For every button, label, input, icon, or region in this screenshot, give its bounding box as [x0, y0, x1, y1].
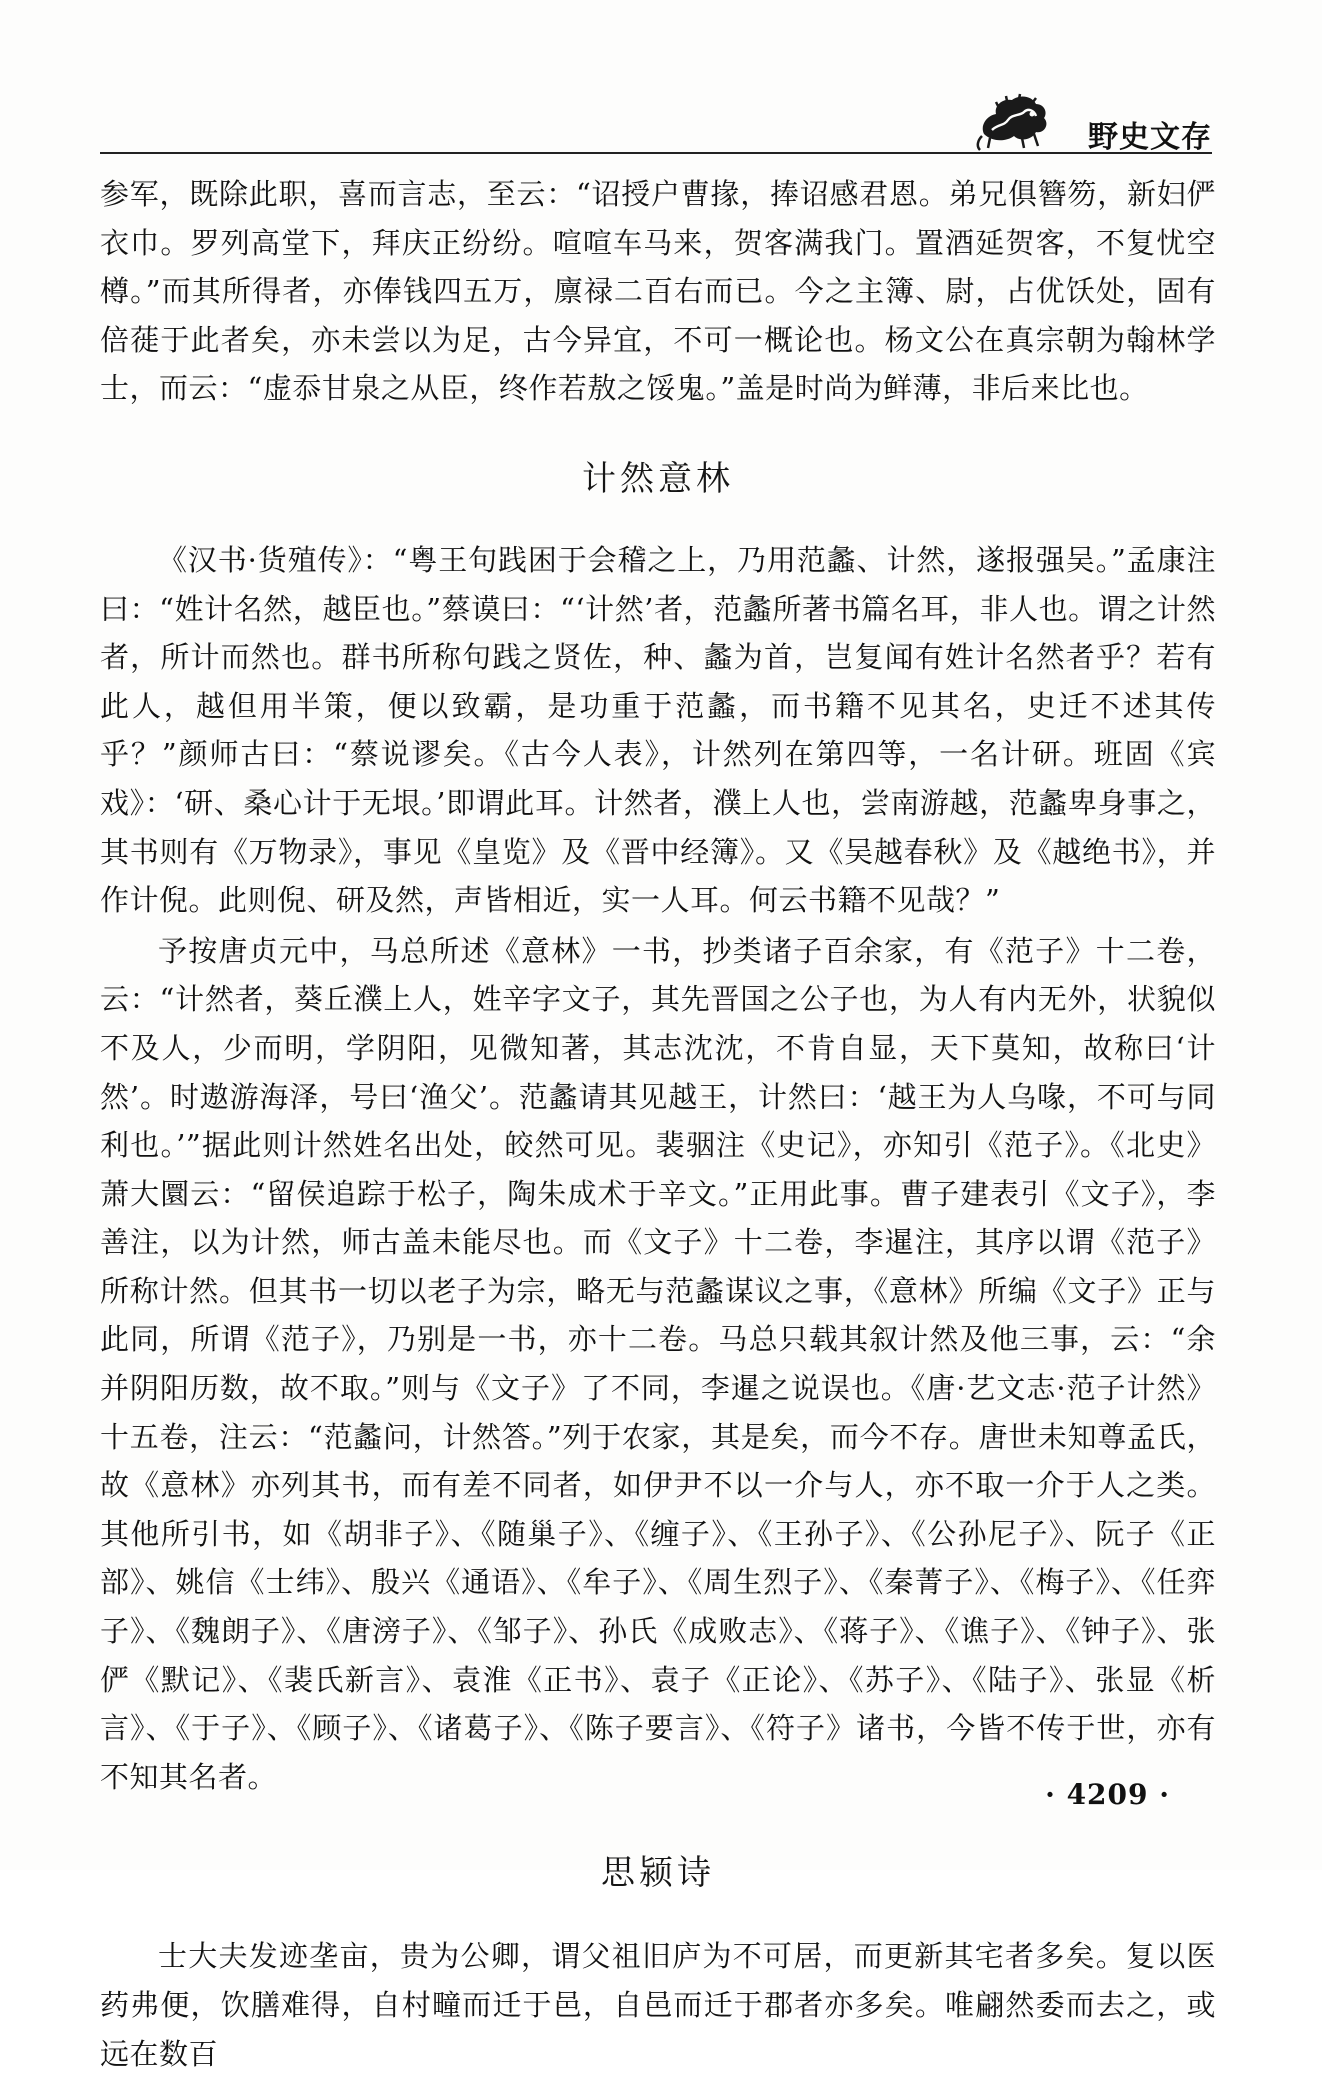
page-number: · 4209 · [1045, 1778, 1170, 1811]
intro-paragraph: 参军，既除此职，喜而言志，至云：“诏授户曹掾，捧诏感君恩。弟兄俱簪笏，新妇俨衣巾。罗列高堂下，拜庆正纷纷。喧喧车马来，贺客满我门。置酒延贺客，不复忧空樽。”而其所得者，亦俸钱四五万，廪禄二百右而已。今之主簿、尉，占优饫处，固有倍蓰于此者矣，亦未尝以为足，古今异宜，不可一概论也。杨文公在真宗朝为翰林学士，而云：“虚忝甘泉之从臣，终作若敖之馁鬼。”盖是时尚为鲜薄，非后来比也。 [100, 177, 1216, 406]
dragon-icon [974, 90, 1052, 152]
running-header [100, 90, 1212, 160]
section-title-jiran-yilin: 计然意林 [582, 458, 734, 499]
header-rule [100, 152, 1212, 154]
section2-paragraph-1: 士大夫发迹垄亩，贵为公卿，谓父祖旧庐为不可居，而更新其宅者多矣。复以医药弗便，饮膳难得，自村疃而迁于邑，自邑而迁于郡者亦多矣。唯翩然委而去之，或远在数百 [100, 1939, 1216, 2071]
section1-paragraph-1: 《汉书·货殖传》：“粤王句践困于会稽之上，乃用范蠡、计然，遂报强吴。”孟康注曰：“姓计名然，越臣也。”蔡谟曰：“‘计然’者，范蠡所著书篇名耳，非人也。谓之计然者，所计而然也。群书所称句践之贤佐，种、蠡为首，岂复闻有姓计名然者乎？若有此人，越但用半策，便以致霸，是功重于范蠡，而书籍不见其名，史迁不述其传乎？”颜师古曰：“蔡说谬矣。《古今人表》，计然列在第四等，一名计研。班固《宾戏》：‘研、桑心计于无垠。’即谓此耳。计然者，濮上人也，尝南游越，范蠡卑身事之，其书则有《万物录》，事见《皇览》及《晋中经簿》。又《吴越春秋》及《越绝书》，并作计倪。此则倪、研及然，声皆相近，实一人耳。何云书籍不见哉？” [100, 542, 1216, 918]
section1-paragraph-2: 予按唐贞元中，马总所述《意林》一书，抄类诸子百余家，有《范子》十二卷，云：“计然者，葵丘濮上人，姓辛字文子，其先晋国之公子也，为人有内无外，状貌似不及人，少而明，学阴阳，见微知著，其志沈沈，不肯自显，天下莫知，故称曰‘计然’。时遨游海泽，号曰‘渔父’。范蠡请其见越王，计然曰：‘越王为人乌喙，不可与同利也。’”据此则计然姓名出处，皎然可见。裴骃注《史记》，亦知引《范子》。《北史》萧大圜云：“留侯追踪于松子，陶朱成术于辛文。”正用此事。曹子建表引《文子》，李善注，以为计然，师古盖未能尽也。而《文子》十二卷，李暹注，其序以谓《范子》所称计然。但其书一切以老子为宗，略无与范蠡谋议之事，《意林》所编《文子》正与此同，所谓《范子》，乃别是一书，亦十二卷。马总只载其叙计然及他三事，云：“余并阴阳历数，故不取。”则与《文子》了不同，李暹之说误也。《唐·艺文志·范子计然》十五卷，注云：“范蠡问，计然答。”列于农家，其是矣，而今不存。唐世未知尊孟氏，故《意林》亦列其书，而有差不同者，如伊尹不以一介与人，亦不取一介于人之类。其他所引书，如《胡非子》、《随巢子》、《缠子》、《王孙子》、《公孙尼子》、阮子《正部》、姚信《士纬》、殷兴《通语》、《牟子》、《周生烈子》、《秦菁子》、《梅子》、《任弈子》、《魏朗子》、《唐滂子》、《邹子》、孙氏《成败志》、《蒋子》、《谯子》、《钟子》、张俨《默记》、《裴氏新言》、袁淮《正书》、袁子《正论》、《苏子》、《陆子》、张显《析言》、《于子》、《顾子》、《诸葛子》、《陈子要言》、《符子》诸书，今皆不传于世，亦有不知其名者。 [100, 933, 1216, 1794]
running-header-title: 野史文存 [1088, 120, 1212, 155]
section-title-siying-shi: 思颍诗 [601, 1853, 715, 1894]
